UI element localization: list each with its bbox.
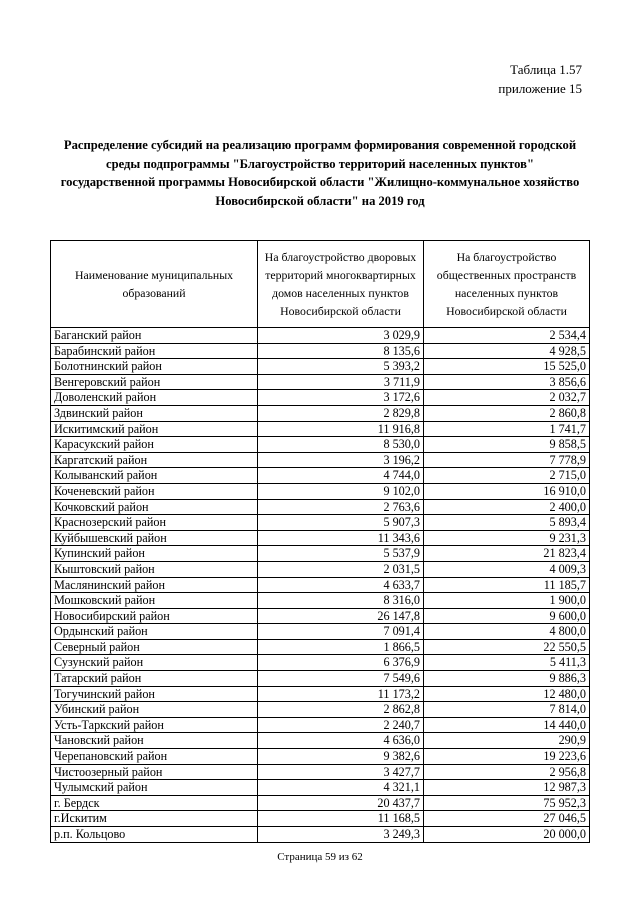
yard-territories-amount-cell: 3 427,7 xyxy=(258,764,424,780)
public-spaces-amount-cell: 14 440,0 xyxy=(424,717,590,733)
yard-territories-amount-cell: 3 249,3 xyxy=(258,827,424,843)
table-row xyxy=(51,671,590,687)
table-row xyxy=(51,483,590,499)
municipality-name-cell: Убинский район xyxy=(51,702,258,718)
municipality-name-cell: Чановский район xyxy=(51,733,258,749)
page-footer: Страница 59 из 62 xyxy=(277,851,363,863)
table-row xyxy=(51,452,590,468)
column-header-yard-territories: На благоустройство дворовых территорий многоквартирных домов населенных пунктов Новосибирской области xyxy=(258,241,424,328)
table-row xyxy=(51,390,590,406)
municipality-name-cell: Венгеровский район xyxy=(51,374,258,390)
municipality-name-cell: Тогучинский район xyxy=(51,686,258,702)
yard-territories-amount-cell: 3 196,2 xyxy=(258,452,424,468)
table-row xyxy=(51,468,590,484)
table-row xyxy=(51,374,590,390)
municipality-name-cell: Куйбышевский район xyxy=(51,530,258,546)
yard-territories-amount-cell: 2 862,8 xyxy=(258,702,424,718)
municipality-name-cell: Мошковский район xyxy=(51,593,258,609)
title-line: среды подпрограммы "Благоустройство территорий населенных пунктов" xyxy=(106,156,534,171)
public-spaces-amount-cell: 12 987,3 xyxy=(424,780,590,796)
table-number: Таблица 1.57 xyxy=(510,62,582,77)
public-spaces-amount-cell: 27 046,5 xyxy=(424,811,590,827)
municipality-name-cell: Колыванский район xyxy=(51,468,258,484)
yard-territories-amount-cell: 6 376,9 xyxy=(258,655,424,671)
yard-territories-amount-cell: 5 393,2 xyxy=(258,359,424,375)
public-spaces-amount-cell: 7 814,0 xyxy=(424,702,590,718)
table-row xyxy=(51,577,590,593)
public-spaces-amount-cell: 21 823,4 xyxy=(424,546,590,562)
municipality-name-cell: Усть-Таркский район xyxy=(51,717,258,733)
municipality-name-cell: Краснозерский район xyxy=(51,515,258,531)
table-row xyxy=(51,764,590,780)
municipality-name-cell: Барабинский район xyxy=(51,343,258,359)
municipality-name-cell: г. Бердск xyxy=(51,795,258,811)
yard-territories-amount-cell: 5 537,9 xyxy=(258,546,424,562)
table-row xyxy=(51,515,590,531)
table-row xyxy=(51,437,590,453)
table-row xyxy=(51,624,590,640)
public-spaces-amount-cell: 12 480,0 xyxy=(424,686,590,702)
yard-territories-amount-cell: 9 102,0 xyxy=(258,483,424,499)
public-spaces-amount-cell: 22 550,5 xyxy=(424,639,590,655)
public-spaces-amount-cell: 2 032,7 xyxy=(424,390,590,406)
public-spaces-amount-cell: 19 223,6 xyxy=(424,749,590,765)
public-spaces-amount-cell: 5 411,3 xyxy=(424,655,590,671)
yard-territories-amount-cell: 1 866,5 xyxy=(258,639,424,655)
yard-territories-amount-cell: 2 031,5 xyxy=(258,561,424,577)
table-row xyxy=(51,405,590,421)
public-spaces-amount-cell: 7 778,9 xyxy=(424,452,590,468)
yard-territories-amount-cell: 7 549,6 xyxy=(258,671,424,687)
yard-territories-amount-cell: 2 829,8 xyxy=(258,405,424,421)
municipality-name-cell: Коченевский район xyxy=(51,483,258,499)
municipality-name-cell: Купинский район xyxy=(51,546,258,562)
yard-territories-amount-cell: 9 382,6 xyxy=(258,749,424,765)
municipality-name-cell: р.п. Кольцово xyxy=(51,827,258,843)
table-row xyxy=(51,795,590,811)
municipality-name-cell: г.Искитим xyxy=(51,811,258,827)
yard-territories-amount-cell: 3 711,9 xyxy=(258,374,424,390)
yard-territories-amount-cell: 26 147,8 xyxy=(258,608,424,624)
public-spaces-amount-cell: 9 231,3 xyxy=(424,530,590,546)
yard-territories-amount-cell: 2 763,6 xyxy=(258,499,424,515)
title-line: Новосибирской области" на 2019 год xyxy=(215,193,425,208)
document-title xyxy=(48,136,592,210)
public-spaces-amount-cell: 4 928,5 xyxy=(424,343,590,359)
appendix-label: приложение 15 xyxy=(498,81,582,96)
table-row xyxy=(51,561,590,577)
table-row xyxy=(51,530,590,546)
yard-territories-amount-cell: 4 636,0 xyxy=(258,733,424,749)
table-row xyxy=(51,827,590,843)
document-header xyxy=(498,60,582,98)
table-row xyxy=(51,328,590,344)
public-spaces-amount-cell: 9 886,3 xyxy=(424,671,590,687)
public-spaces-amount-cell: 9 858,5 xyxy=(424,437,590,453)
municipality-name-cell: Чулымский район xyxy=(51,780,258,796)
column-header-municipality: Наименование муниципальных образований xyxy=(51,241,258,328)
table-row xyxy=(51,811,590,827)
table-row xyxy=(51,717,590,733)
public-spaces-amount-cell: 2 534,4 xyxy=(424,328,590,344)
municipality-name-cell: Искитимский район xyxy=(51,421,258,437)
yard-territories-amount-cell: 11 173,2 xyxy=(258,686,424,702)
title-line: Распределение субсидий на реализацию программ формирования современной городской xyxy=(63,138,577,152)
municipality-name-cell: Доволенский район xyxy=(51,390,258,406)
yard-territories-amount-cell: 11 168,5 xyxy=(258,811,424,827)
municipality-name-cell: Черепановский район xyxy=(51,749,258,765)
yard-territories-amount-cell: 8 316,0 xyxy=(258,593,424,609)
municipality-name-cell: Кыштовский район xyxy=(51,561,258,577)
public-spaces-amount-cell: 2 715,0 xyxy=(424,468,590,484)
yard-territories-amount-cell: 11 916,8 xyxy=(258,421,424,437)
municipality-name-cell: Северный район xyxy=(51,639,258,655)
municipality-name-cell: Кочковский район xyxy=(51,499,258,515)
municipality-name-cell: Татарский район xyxy=(51,671,258,687)
municipality-name-cell: Карасукский район xyxy=(51,437,258,453)
yard-territories-amount-cell: 2 240,7 xyxy=(258,717,424,733)
municipality-name-cell: Маслянинский район xyxy=(51,577,258,593)
table-row xyxy=(51,499,590,515)
table-row xyxy=(51,686,590,702)
municipality-name-cell: Сузунский район xyxy=(51,655,258,671)
public-spaces-amount-cell: 9 600,0 xyxy=(424,608,590,624)
table-row xyxy=(51,639,590,655)
yard-territories-amount-cell: 3 029,9 xyxy=(258,328,424,344)
municipality-name-cell: Болотнинский район xyxy=(51,359,258,375)
column-header-public-spaces: На благоустройство общественных пространств населенных пунктов Новосибирской области xyxy=(424,241,590,328)
public-spaces-amount-cell: 11 185,7 xyxy=(424,577,590,593)
yard-territories-amount-cell: 20 437,7 xyxy=(258,795,424,811)
public-spaces-amount-cell: 1 741,7 xyxy=(424,421,590,437)
table-row xyxy=(51,702,590,718)
table-header-row xyxy=(51,241,590,328)
public-spaces-amount-cell: 5 893,4 xyxy=(424,515,590,531)
yard-territories-amount-cell: 5 907,3 xyxy=(258,515,424,531)
yard-territories-amount-cell: 8 135,6 xyxy=(258,343,424,359)
subsidy-table xyxy=(50,240,590,843)
public-spaces-amount-cell: 16 910,0 xyxy=(424,483,590,499)
municipality-name-cell: Здвинский район xyxy=(51,405,258,421)
municipality-name-cell: Чистоозерный район xyxy=(51,764,258,780)
public-spaces-amount-cell: 2 956,8 xyxy=(424,764,590,780)
municipality-name-cell: Каргатский район xyxy=(51,452,258,468)
yard-territories-amount-cell: 4 633,7 xyxy=(258,577,424,593)
yard-territories-amount-cell: 4 321,1 xyxy=(258,780,424,796)
table-row xyxy=(51,343,590,359)
table-row xyxy=(51,749,590,765)
public-spaces-amount-cell: 3 856,6 xyxy=(424,374,590,390)
public-spaces-amount-cell: 15 525,0 xyxy=(424,359,590,375)
public-spaces-amount-cell: 4 800,0 xyxy=(424,624,590,640)
yard-territories-amount-cell: 8 530,0 xyxy=(258,437,424,453)
municipality-name-cell: Новосибирский район xyxy=(51,608,258,624)
title-line: государственной программы Новосибирской области "Жилищно-коммунальное хозяйство xyxy=(60,175,580,189)
municipality-name-cell: Баганский район xyxy=(51,328,258,344)
municipality-name-cell: Ордынский район xyxy=(51,624,258,640)
table-row xyxy=(51,733,590,749)
table-row xyxy=(51,546,590,562)
public-spaces-amount-cell: 75 952,3 xyxy=(424,795,590,811)
table-row xyxy=(51,421,590,437)
public-spaces-amount-cell: 2 860,8 xyxy=(424,405,590,421)
table-row xyxy=(51,359,590,375)
public-spaces-amount-cell: 4 009,3 xyxy=(424,561,590,577)
table-row xyxy=(51,655,590,671)
public-spaces-amount-cell: 1 900,0 xyxy=(424,593,590,609)
yard-territories-amount-cell: 3 172,6 xyxy=(258,390,424,406)
table-row xyxy=(51,593,590,609)
table-body xyxy=(51,328,590,843)
yard-territories-amount-cell: 7 091,4 xyxy=(258,624,424,640)
table-row xyxy=(51,780,590,796)
public-spaces-amount-cell: 20 000,0 xyxy=(424,827,590,843)
table-row xyxy=(51,608,590,624)
yard-territories-amount-cell: 4 744,0 xyxy=(258,468,424,484)
yard-territories-amount-cell: 11 343,6 xyxy=(258,530,424,546)
public-spaces-amount-cell: 2 400,0 xyxy=(424,499,590,515)
public-spaces-amount-cell: 290,9 xyxy=(424,733,590,749)
